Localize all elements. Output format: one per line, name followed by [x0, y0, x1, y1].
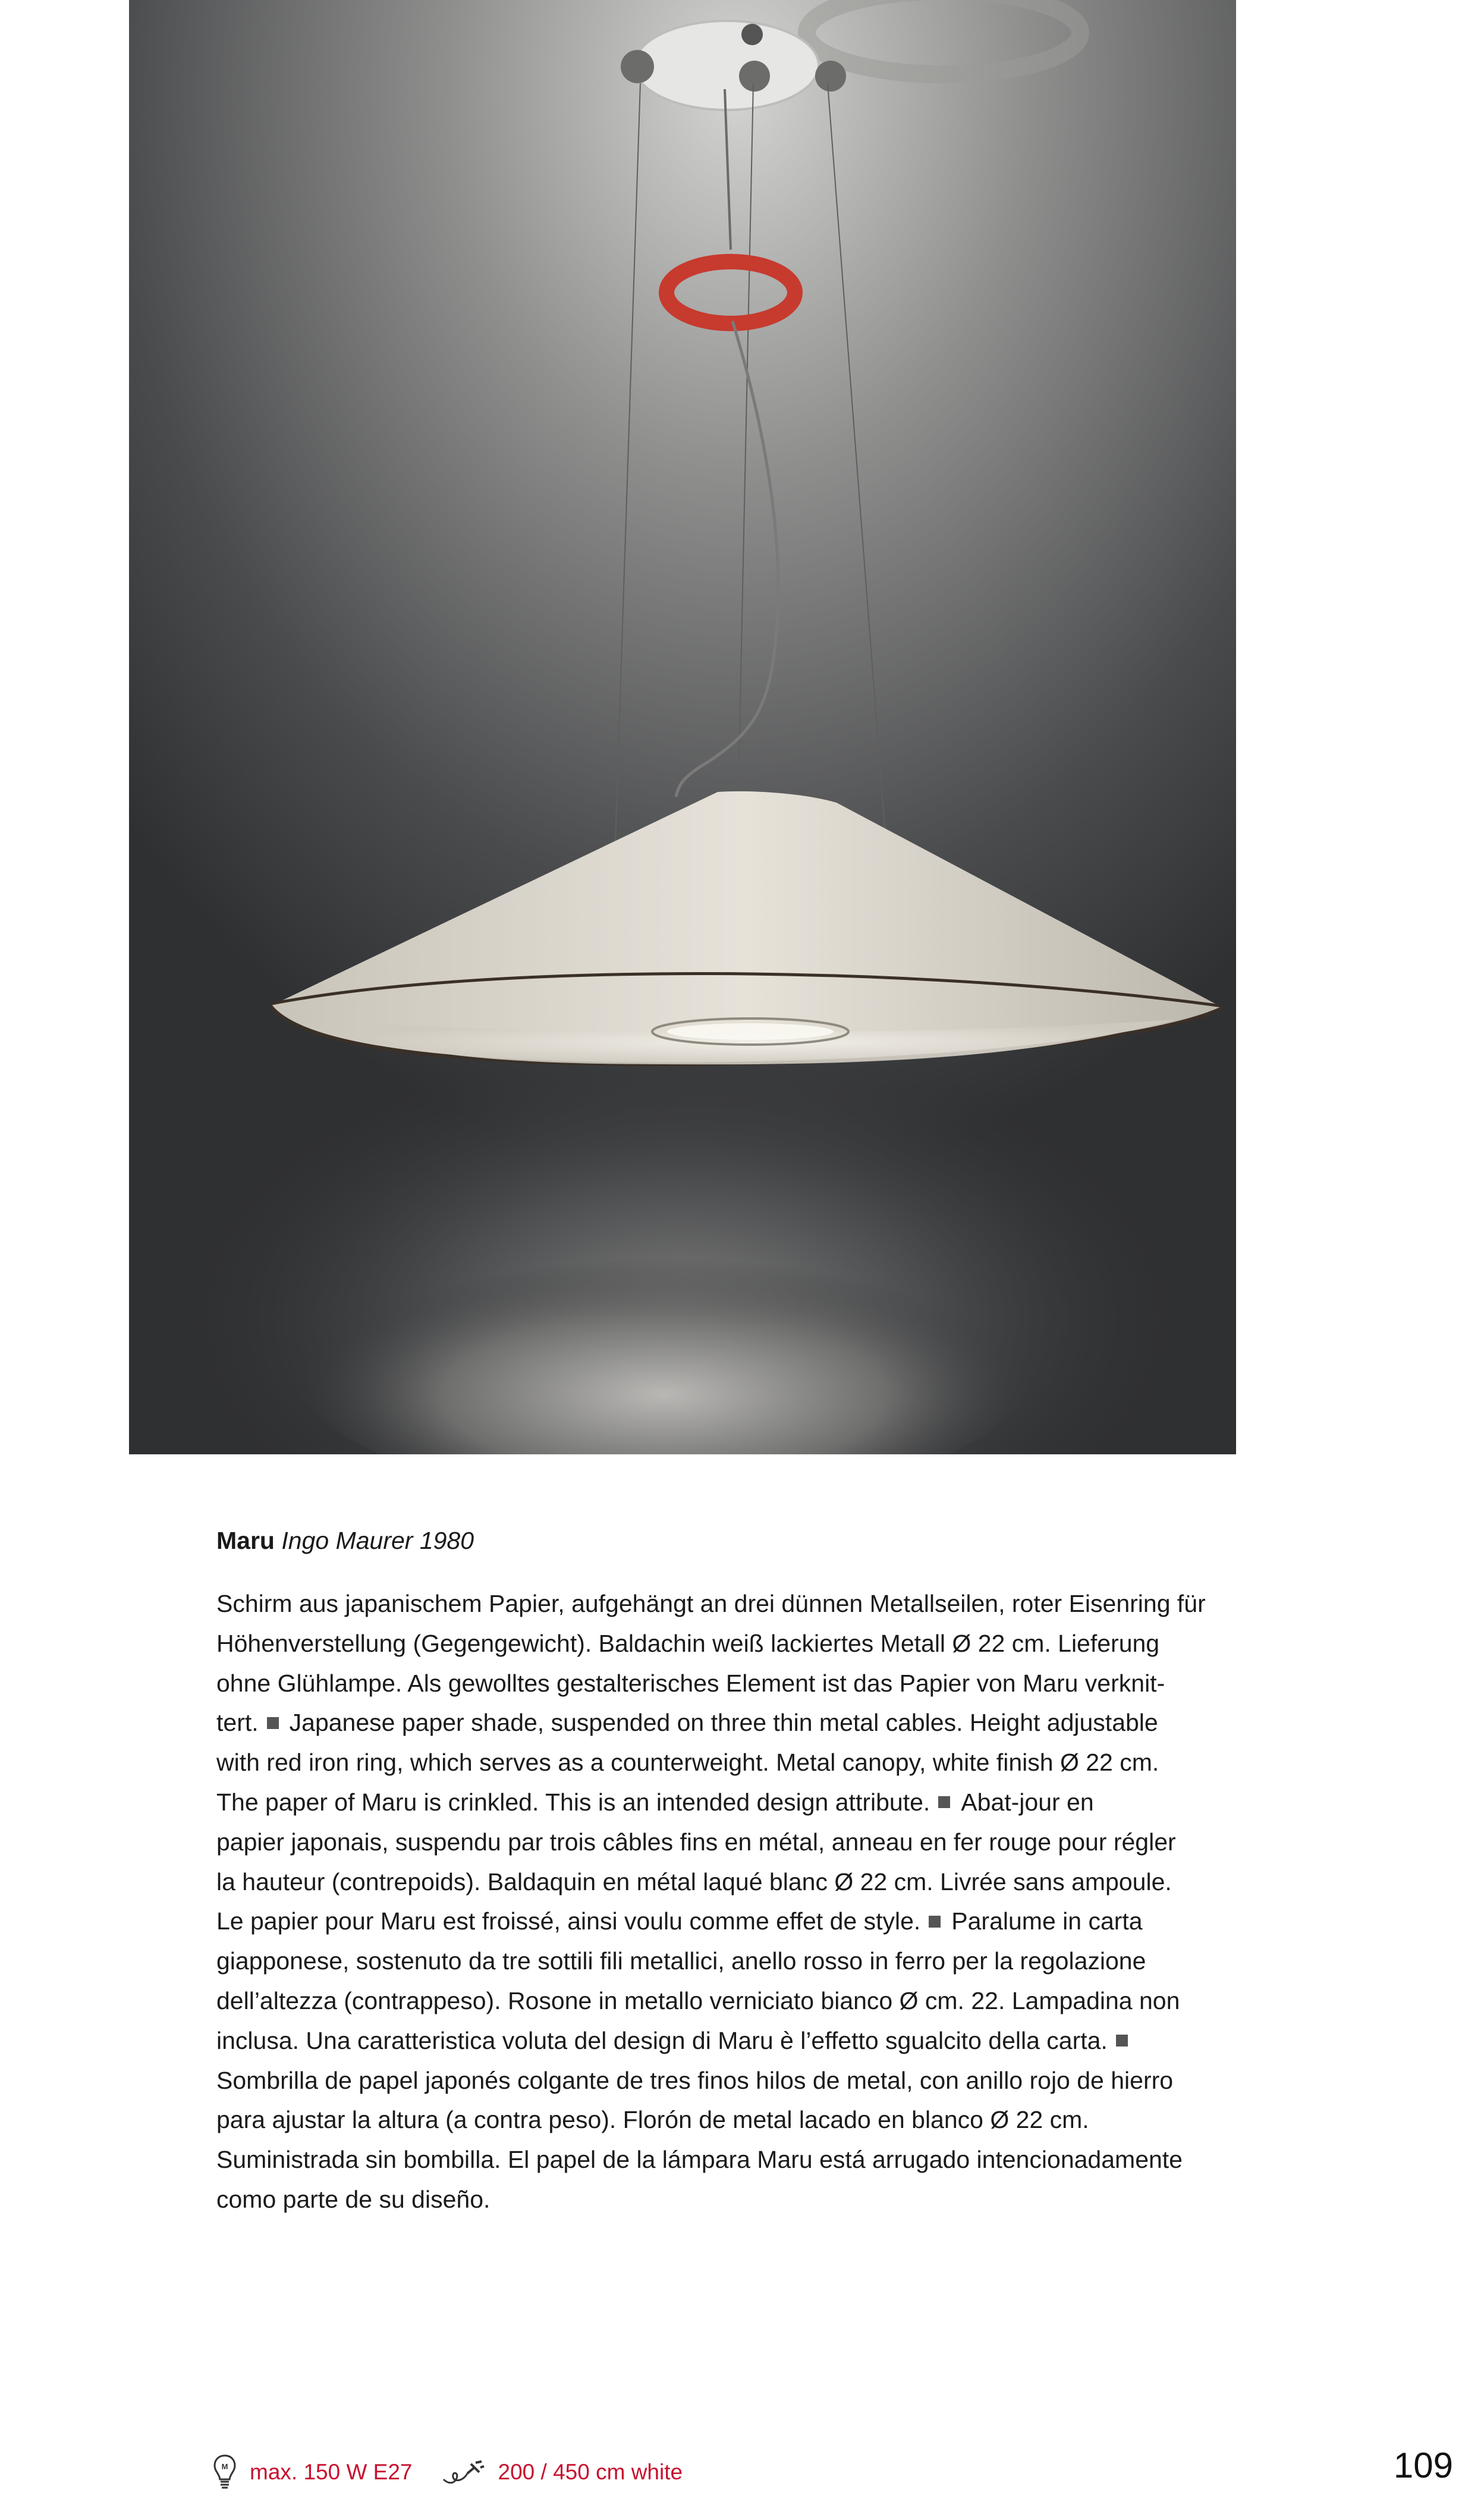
description-segment: Paralume in carta	[951, 1907, 1143, 1935]
light-bulb-icon	[213, 2453, 237, 2491]
product-name: Maru	[216, 1527, 275, 1554]
description-line	[216, 1981, 1227, 2021]
description-line	[216, 1624, 1227, 1664]
description-segment: Suministrada sin bombilla. El papel de la lámpara Maru está arrugado intencionadamente	[216, 2146, 1183, 2174]
language-separator-icon	[938, 1796, 950, 1808]
description-line	[216, 2140, 1227, 2180]
description-line	[216, 1941, 1227, 1981]
cable-spec: 200 / 450 cm white	[498, 2460, 683, 2484]
description-segment: Abat-jour en	[961, 1788, 1094, 1816]
description-segment: giapponese, sostenuto da tre sottili fili metallici, anello rosso in ferro per la regolazione	[216, 1947, 1146, 1975]
description-line	[216, 2180, 1227, 2220]
description-line	[216, 1703, 1227, 1743]
description-line	[216, 1783, 1227, 1822]
spec-footer	[213, 2448, 683, 2496]
svg-text:M: M	[221, 2462, 228, 2471]
description-segment: la hauteur (contrepoids). Baldaquin en métal laqué blanc Ø 22 cm. Livrée sans ampoule.	[216, 1868, 1172, 1895]
description-segment: Japanese paper shade, suspended on three thin metal cables. Height adjustable	[289, 1709, 1158, 1737]
product-designer-year: Ingo Maurer 1980	[281, 1527, 474, 1554]
description-line	[216, 1901, 1227, 1941]
description-line	[216, 1862, 1227, 1902]
description-segment: para ajustar la altura (a contra peso). Florón de metal lacado en blanco Ø 22 cm.	[216, 2106, 1089, 2134]
description-line	[216, 2100, 1227, 2140]
lamp-photo-illustration	[129, 0, 1236, 1454]
description-segment: inclusa. Una caratteristica voluta del design di Maru è l’effetto sgualcito della carta.	[216, 2026, 1108, 2054]
description-segment: papier japonais, suspendu par trois câbles fins en métal, anneau en fer rouge pour régler	[216, 1828, 1176, 1856]
description-segment: Sombrilla de papel japonés colgante de tres finos hilos de metal, con anillo rojo de hierro	[216, 2066, 1174, 2094]
description-segment: como parte de su diseño.	[216, 2185, 491, 2213]
description-line	[216, 2021, 1227, 2061]
description-line	[216, 1664, 1227, 1703]
product-description	[216, 1584, 1227, 2220]
power-spec: max. 150 W E27	[250, 2460, 413, 2484]
description-segment: Le papier pour Maru est froissé, ainsi voulu comme effet de style.	[216, 1907, 921, 1935]
description-segment: Höhenverstellung (Gegengewicht). Baldachin weiß lackiertes Metall Ø 22 cm. Lieferung	[216, 1629, 1160, 1657]
description-segment: The paper of Maru is crinkled. This is an intended design attribute.	[216, 1788, 930, 1816]
description-segment: ohne Glühlampe. Als gewolltes gestalterisches Element ist das Papier von Maru verknit-	[216, 1669, 1165, 1697]
description-line	[216, 1584, 1227, 1624]
page-number: 109	[1393, 2445, 1453, 2485]
description-line	[216, 1743, 1227, 1783]
description-line	[216, 1822, 1227, 1862]
language-separator-icon	[1116, 2035, 1128, 2047]
pendant-lamp-photo	[129, 0, 1236, 1454]
language-separator-icon	[929, 1916, 941, 1928]
cable-plug-icon	[441, 2459, 485, 2485]
description-segment: tert.	[216, 1709, 259, 1737]
description-line	[216, 2061, 1227, 2101]
description-segment: Schirm aus japanischem Papier, aufgehängt an drei dünnen Metallseilen, roter Eisenring für	[216, 1590, 1206, 1617]
product-caption	[216, 1521, 1227, 1560]
description-segment: dell’altezza (contrappeso). Rosone in metallo verniciato bianco Ø cm. 22. Lampadina non	[216, 1986, 1180, 2014]
description-segment: with red iron ring, which serves as a counterweight. Metal canopy, white finish Ø 22 cm.	[216, 1749, 1159, 1777]
language-separator-icon	[267, 1717, 279, 1729]
